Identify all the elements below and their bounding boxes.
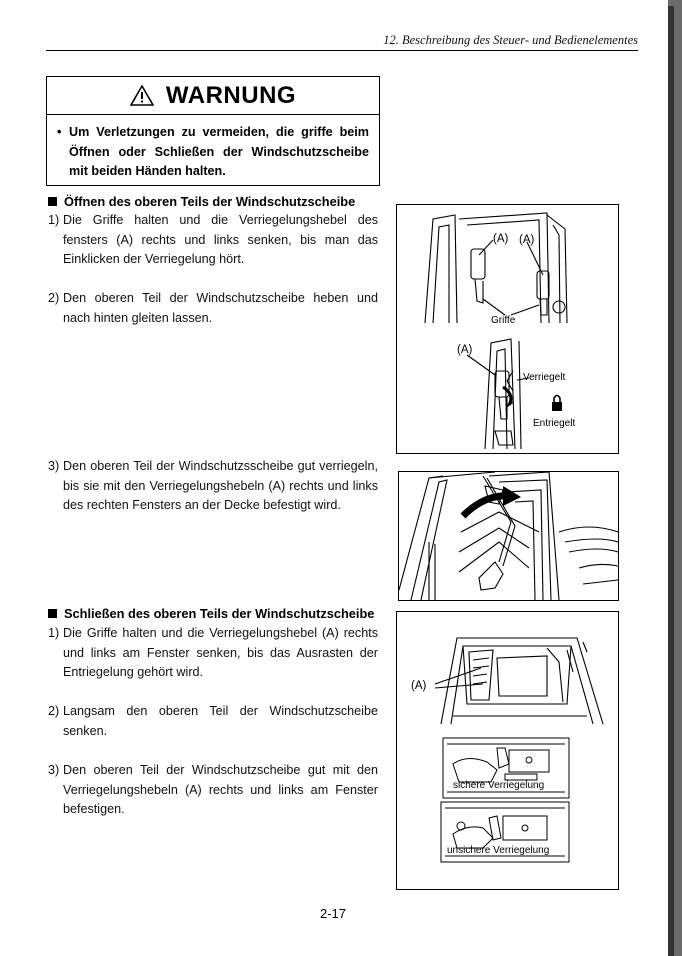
label-a-right: (A) — [519, 234, 535, 246]
open-step-2 — [48, 289, 378, 328]
warning-triangle-icon — [130, 85, 154, 106]
figure-window-levers — [396, 204, 619, 454]
open-step-1 — [48, 211, 378, 270]
label-entriegelt: Entriegelt — [533, 418, 576, 429]
figure-window-slide — [398, 471, 619, 601]
section-open-title — [48, 194, 355, 209]
step-number: 2) — [48, 291, 60, 305]
section-close-title-text: Schließen des oberen Teils der Windschutzscheibe — [64, 606, 375, 621]
warning-title-bar — [47, 77, 379, 115]
header-rule — [46, 50, 638, 51]
warning-bullet: • — [57, 125, 62, 139]
window-slide-illustration — [399, 472, 618, 600]
step-text: Den oberen Teil der Windschutzscheibe heben und nach hinten gleiten lassen. — [63, 291, 378, 325]
page-number: 2-17 — [320, 906, 347, 921]
step-number: 2) — [48, 704, 60, 718]
chapter-header: 12. Beschreibung des Steuer- und Bedienelementes — [383, 33, 638, 47]
label-a-detail: (A) — [457, 344, 473, 356]
label-a-close: (A) — [411, 680, 427, 692]
figure-window-close — [396, 611, 619, 890]
open-step-3 — [48, 457, 378, 516]
warning-body: Um Verletzungen zu vermeiden, die griffe beim Öffnen oder Schließen der Windschutzscheibe mit beiden Händen halten. — [69, 125, 369, 178]
step-text: Die Griffe halten und die Verriegelungshebel (A) rechts und links am Fenster senken, bis das Ausrasten der Entriegelung gehört wird. — [63, 626, 378, 679]
label-sichere-verriegelung: sichere Verriegelung — [453, 780, 545, 791]
step-text: Den oberen Teil der Windschutzscheibe gut mit den Verriegelungshebeln (A) rechts und links am Fenster befestigen. — [63, 763, 378, 816]
close-step-1 — [48, 624, 378, 683]
label-verriegelt: Verriegelt — [523, 372, 566, 383]
warning-box — [46, 76, 380, 186]
close-step-2 — [48, 702, 378, 741]
warning-text — [57, 123, 369, 182]
page-shadow — [668, 6, 674, 956]
padlock-icon — [552, 396, 562, 412]
step-number: 3) — [48, 763, 60, 777]
warning-title: WARNUNG — [165, 81, 297, 109]
label-a-left: (A) — [493, 233, 509, 245]
step-number: 1) — [48, 626, 60, 640]
step-number: 3) — [48, 459, 60, 473]
step-text: Langsam den oberen Teil der Windschutzscheibe senken. — [63, 704, 378, 738]
square-bullet-icon — [48, 197, 57, 206]
step-text: Die Griffe halten und die Verriegelungshebel des fensters (A) rechts und links senken, bis man das Einklicken der Verriegelung hört. — [63, 213, 378, 266]
square-bullet-icon — [48, 609, 57, 618]
close-step-3 — [48, 761, 378, 820]
step-number: 1) — [48, 213, 60, 227]
label-griffe: Griffe — [491, 315, 516, 326]
section-close-title — [48, 606, 374, 621]
label-unsichere-verriegelung: unsichere Verriegelung — [447, 845, 550, 856]
section-open-title-text: Öffnen des oberen Teils der Windschutzscheibe — [64, 194, 356, 209]
step-text: Den oberen Teil der Windschutzsscheibe gut verriegeln, bis sie mit den Verriegelungshebeln (A) rechts und links des rechten Fensters an der Decke befestigt wird. — [63, 459, 378, 512]
